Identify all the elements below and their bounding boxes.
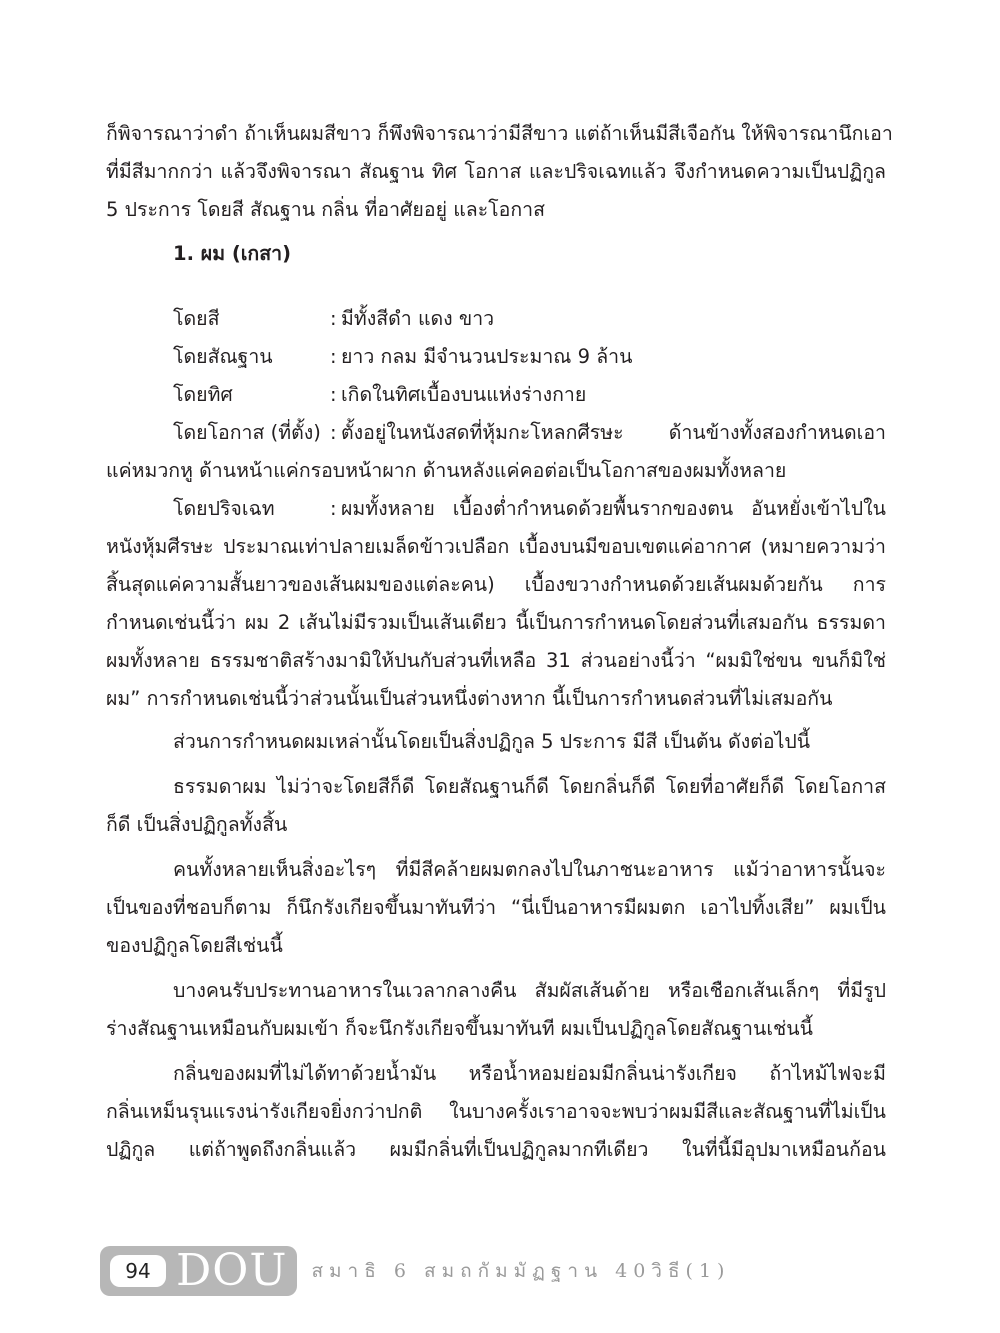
- boundary-line-3: กำหนดเช่นนี้ว่า ผม 2 เส้นไม่มีรวมเป็นเส้นเดียว นี้เป็นการกำหนดโดยส่วนที่เสมอกัน ธรรมดา: [106, 611, 886, 634]
- page-footer: [100, 1245, 730, 1297]
- definition-colon: :: [330, 383, 337, 406]
- paragraph-3-line-3: ของปฏิกูลโดยสีเช่นนี้: [106, 934, 283, 957]
- definition-colon: :: [330, 497, 337, 520]
- paragraph-4-line-2: ร่างสัณฐานเหมือนกับผมเข้า ก็จะนึกรังเกียจขึ้นมาทันที ผมเป็นปฏิกูลโดยสัณฐานเช่นนี้: [106, 1017, 813, 1040]
- intro-line-2: ที่มีสีมากกว่า แล้วจึงพิจารณา สัณฐาน ทิศ โอกาส และปริจเฉทแล้ว จึงกำหนดความเป็นปฏิกูล: [106, 160, 886, 183]
- definition-value-color: มีทั้งสีดำ แดง ขาว: [341, 307, 495, 330]
- definition-colon: :: [330, 307, 337, 330]
- location-continuation: แค่หมวกหู ด้านหน้าแค่กรอบหน้าผาก ด้านหลังแค่คอต่อเป็นโอกาสของผมทั้งหลาย: [106, 459, 787, 482]
- definition-term-color: โดยสี: [173, 307, 220, 330]
- intro-line-1: ก็พิจารณาว่าดำ ถ้าเห็นผมสีขาว ก็พึงพิจารณาว่ามีสีขาว แต่ถ้าเห็นมีสีเจือกัน ให้พิจารณานึกเอา: [106, 122, 893, 145]
- definition-term-shape: โดยสัณฐาน: [173, 345, 273, 368]
- section-heading: 1. ผม (เกสา): [173, 242, 291, 265]
- definition-term-location: โดยโอกาส (ที่ตั้ง): [173, 421, 321, 444]
- definition-colon: :: [330, 345, 337, 368]
- paragraph-1-line-1: ส่วนการกำหนดผมเหล่านั้นโดยเป็นสิ่งปฏิกูล 5 ประการ มีสี เป็นต้น ดังต่อไปนี้: [173, 730, 811, 753]
- running-title: สมาธิ 6 สมถกัมมัฏฐาน 40วิธี(1): [311, 1260, 731, 1282]
- definition-colon: :: [330, 421, 337, 444]
- paragraph-2-line-1: ธรรมดาผม ไม่ว่าจะโดยสีก็ดี โดยสัณฐานก็ดี โดยกลิ่นก็ดี โดยที่อาศัยก็ดี โดยโอกาส: [173, 775, 886, 798]
- intro-line-3: 5 ประการ โดยสี สัณฐาน กลิ่น ที่อาศัยอยู่ และโอกาส: [106, 198, 546, 221]
- paragraph-2-line-2: ก็ดี เป็นสิ่งปฏิกูลทั้งสิ้น: [106, 813, 288, 836]
- definition-value-location: ตั้งอยู่ในหนังสดที่หุ้มกะโหลกศีรษะ ด้านข้างทั้งสองกำหนดเอา: [341, 421, 886, 444]
- definition-value-shape: ยาว กลม มีจำนวนประมาณ 9 ล้าน: [341, 345, 633, 368]
- paragraph-3-line-2: เป็นของที่ชอบก็ตาม ก็นึกรังเกียจขึ้นมาทันทีว่า “นี่เป็นอาหารมีผมตก เอาไปทิ้งเสีย” ผมเป็น: [106, 896, 886, 919]
- boundary-line-1: หนังหุ้มศีรษะ ประมาณเท่าปลายเมล็ดข้าวเปลือก เบื้องบนมีขอบเขตแค่อากาศ (หมายความว่า: [106, 535, 886, 558]
- definition-value-direction: เกิดในทิศเบื้องบนแห่งร่างกาย: [341, 383, 587, 406]
- paragraph-3-line-1: คนทั้งหลายเห็นสิ่งอะไรๆ ที่มีสีคล้ายผมตกลงไปในภาชนะอาหาร แม้ว่าอาหารนั้นจะ: [173, 858, 886, 881]
- paragraph-4-line-1: บางคนรับประทานอาหารในเวลากลางคืน สัมผัสเส้นด้าย หรือเชือกเส้นเล็กๆ ที่มีรูป: [173, 979, 886, 1002]
- boundary-line-4: ผมทั้งหลาย ธรรมชาติสร้างมามิให้ปนกับส่วนที่เหลือ 31 ส่วนอย่างนี้ว่า “ผมมิใช่ขน ขนก็มิใช่: [106, 649, 886, 672]
- definition-term-boundary: โดยปริจเฉท: [173, 497, 275, 520]
- dou-logo: DOU: [176, 1245, 288, 1296]
- boundary-line-5: ผม” การกำหนดเช่นนี้ว่าส่วนนั้นเป็นส่วนหนึ่งต่างหาก นี้เป็นการกำหนดส่วนที่ไม่เสมอกัน: [106, 687, 833, 710]
- footer-badge: [100, 1246, 297, 1296]
- paragraph-5-line-3: ปฏิกูล แต่ถ้าพูดถึงกลิ่นแล้ว ผมมีกลิ่นที่เป็นปฏิกูลมากทีเดียว ในที่นี้มีอุปมาเหมือนก้อน: [106, 1138, 886, 1161]
- page-number: 94: [110, 1255, 166, 1287]
- definition-value-boundary: ผมทั้งหลาย เบื้องต่ำกำหนดด้วยพื้นรากของตน อันหยั่งเข้าไปใน: [341, 497, 886, 520]
- boundary-line-2: สิ้นสุดแค่ความสั้นยาวของเส้นผมของแต่ละคน) เบื้องขวางกำหนดด้วยเส้นผมด้วยกัน การ: [106, 573, 886, 596]
- paragraph-5-line-2: กลิ่นเหม็นรุนแรงน่ารังเกียจยิ่งกว่าปกติ ในบางครั้งเราอาจจะพบว่าผมมีสีและสัณฐานที่ไม่เป็น: [106, 1100, 886, 1123]
- definition-term-direction: โดยทิศ: [173, 383, 233, 406]
- paragraph-5-line-1: กลิ่นของผมที่ไม่ได้ทาด้วยน้ำมัน หรือน้ำหอมย่อมมีกลิ่นน่ารังเกียจ ถ้าไหม้ไฟจะมี: [173, 1062, 886, 1085]
